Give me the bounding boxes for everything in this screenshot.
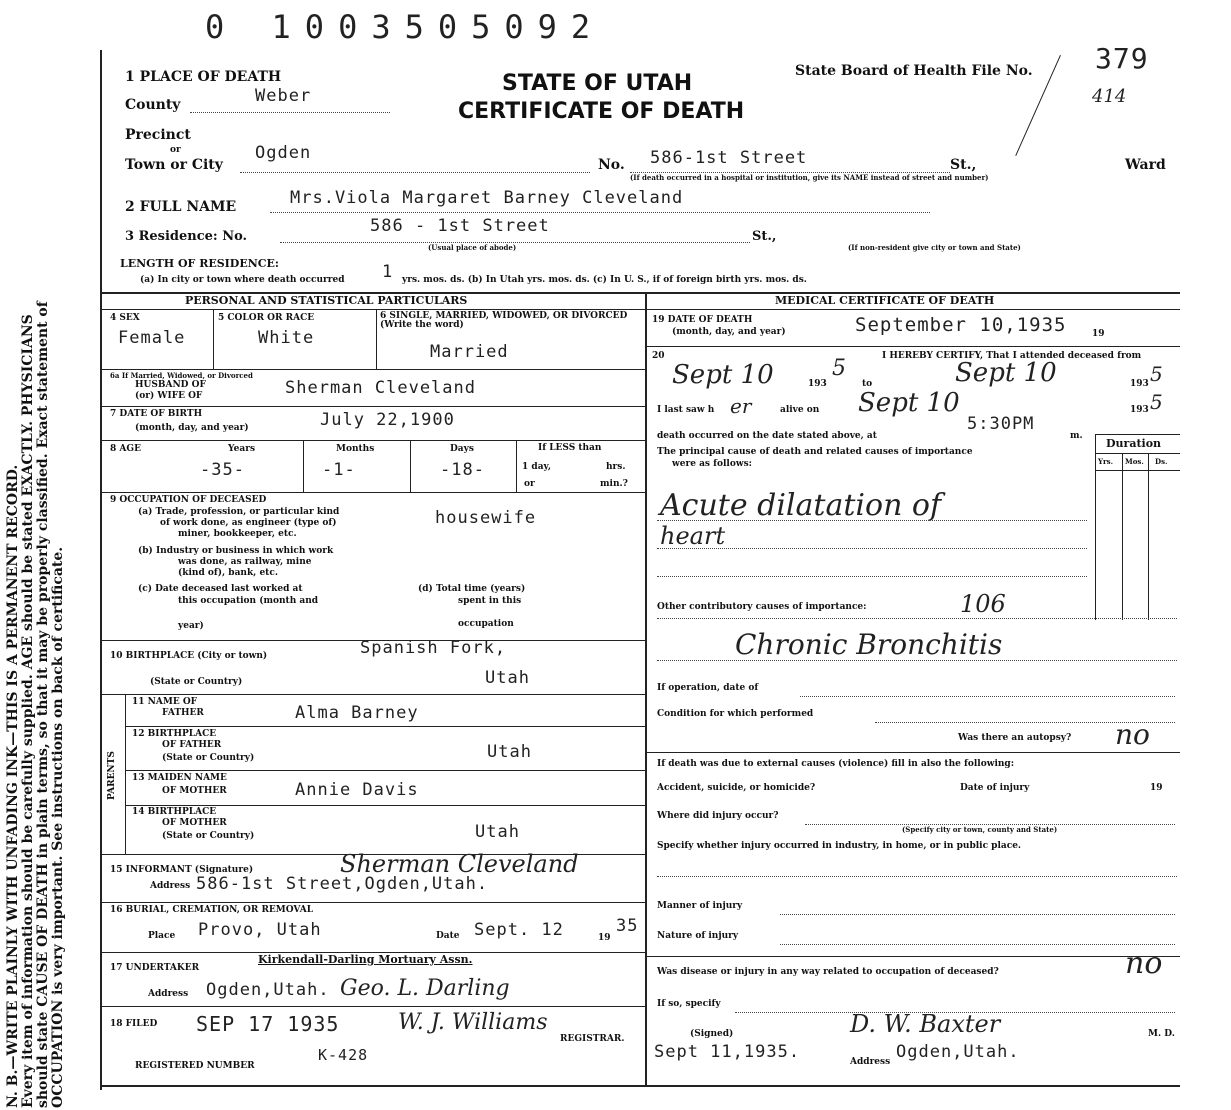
other-hand-num: 106 [960, 590, 1006, 618]
length-residence-label: LENGTH OF RESIDENCE: [120, 257, 279, 270]
nonresident-note: (If non-resident give city or town and State) [848, 243, 1021, 252]
father-label-2: FATHER [162, 708, 204, 718]
if-so-label: If so, specify [657, 999, 721, 1009]
other-hand: Chronic Bronchitis [735, 628, 1003, 661]
age-divider-2 [410, 440, 411, 492]
birthplace-state: Utah [485, 668, 530, 688]
row-line-13 [100, 1006, 645, 1007]
nature-label: Nature of injury [657, 931, 739, 941]
undertaker-address-label: Address [148, 989, 189, 999]
specify-line [657, 876, 1177, 877]
age-label: 8 AGE [110, 444, 141, 454]
related-hand: no [1125, 946, 1163, 981]
cause-hand-1: Acute dilatation of [660, 488, 942, 523]
sign-date: Sept 11,1935. [654, 1042, 801, 1062]
cause-text-2: were as follows: [672, 459, 752, 469]
manner-label: Manner of injury [657, 901, 743, 911]
burial-place: Provo, Utah [198, 920, 322, 940]
marital-label: 6 SINGLE, MARRIED, WIDOWED, OR DIVORCED (Write the word) [380, 311, 628, 331]
side-line-4: OCCUPATION is very important. See instructions on back of certificate. [50, 546, 66, 1108]
right-row-line-3 [645, 956, 1180, 957]
cause-line-2 [657, 548, 1087, 549]
occupation-b: (b) Industry or business in which work [138, 546, 334, 556]
operation-label: If operation, date of [657, 683, 759, 693]
street-value: 586-1st Street [650, 148, 808, 168]
occupation-a3: miner, bookkeeper, etc. [178, 529, 297, 539]
right-row-line-2 [645, 752, 1180, 753]
age-divider-1 [303, 440, 304, 492]
no-label: No. [598, 157, 625, 173]
length-rest: yrs. mos. ds. (b) In Utah yrs. mos. ds. (c) In U. S., if of foreign birth yrs. mos. ds. [402, 275, 807, 285]
age-or-label: or [524, 479, 535, 489]
specify-label: Specify whether injury occurred in industry, in home, or in public place. [657, 841, 1022, 851]
color-divider [376, 309, 377, 369]
undertaker-label: 17 UNDERTAKER [110, 963, 200, 973]
md-label: M. D. [1148, 1029, 1175, 1039]
autopsy-label: Was there an autopsy? [958, 733, 1072, 743]
marital-value: Married [430, 342, 509, 362]
informant-address: 586-1st Street,Ogden,Utah. [196, 874, 489, 894]
signed-label: (Signed) [690, 1029, 734, 1039]
father-birth-label-2: OF FATHER [162, 740, 222, 750]
birthplace-label: 10 BIRTHPLACE (City or town) [110, 651, 268, 661]
condition-label: Condition for which performed [657, 709, 814, 719]
age-months-label: Months [336, 444, 375, 454]
other-line-2 [657, 660, 1177, 661]
parents-divider [125, 694, 126, 854]
occupation-d3: occupation [458, 619, 514, 629]
sex-divider [213, 309, 214, 369]
age-divider-3 [516, 440, 517, 492]
external-label: If death was due to external causes (violence) fill in also the following: [657, 759, 1015, 769]
sign-address-label: Address [850, 1057, 891, 1067]
father-label-1: 11 NAME OF [132, 697, 198, 707]
town-label: Town or City [125, 157, 223, 173]
undertaker-address: Ogden,Utah. [206, 980, 330, 1000]
right-row-line-1 [645, 346, 1180, 347]
row-line-7 [125, 726, 645, 727]
full-name-line [270, 212, 930, 213]
signed-hand: D. W. Baxter [850, 1010, 1001, 1038]
certify-text: I HEREBY CERTIFY, That I attended deceased from [882, 351, 1142, 361]
mother-label-1: 13 MAIDEN NAME [132, 773, 227, 783]
birthplace-state-label: (State or Country) [150, 677, 243, 687]
row-line-6 [100, 694, 645, 695]
file-no-printed: 379 [1095, 42, 1149, 75]
residence-label: 3 Residence: No. [125, 229, 248, 244]
last-saw-date: Sept 10 [858, 388, 960, 418]
mother-label-2: OF MOTHER [162, 786, 227, 796]
side-line-2: Every item of information should be carefully supplied. AGE should be stated EXACTLY. PHYSICIANS [20, 314, 36, 1108]
cause-line-3 [657, 576, 1087, 577]
duration-box-left [1095, 434, 1096, 620]
county-label: County [125, 97, 181, 113]
m-label: m. [1070, 431, 1083, 441]
undertaker-signature: Geo. L. Darling [340, 976, 510, 1001]
reg-number-value: K-428 [318, 1046, 369, 1064]
age-years-label: Years [228, 444, 256, 454]
row-line-8 [125, 770, 645, 771]
row-line-11 [100, 902, 645, 903]
duration-yrs: Yrs. [1098, 457, 1114, 466]
length-city-label: (a) In city or town where death occurred [140, 275, 345, 285]
town-value: Ogden [255, 143, 312, 163]
where-label: Where did injury occur? [657, 811, 779, 821]
injury-year: 19 [1150, 783, 1163, 793]
title-state: STATE OF UTAH [502, 71, 693, 96]
mother-birth-label-3: (State or Country) [162, 831, 255, 841]
hospital-note: (If death occurred in a hospital or institution, give its NAME instead of street and number) [630, 173, 989, 182]
death-date-year: 19 [1092, 329, 1105, 339]
duration-ds: Ds. [1155, 457, 1168, 466]
informant-address-label: Address [150, 881, 191, 891]
certify-to-label: to [862, 379, 873, 389]
medical-header: MEDICAL CERTIFICATE OF DEATH [775, 294, 995, 307]
spouse-label-1: 6a If Married, Widowed, or Divorced [110, 371, 253, 380]
mother-value: Annie Davis [295, 780, 419, 800]
manner-line [780, 914, 1175, 915]
nature-line [780, 944, 1175, 945]
informant-label: 15 INFORMANT (Signature) [110, 865, 254, 875]
certify-from-date: Sept 10 [672, 360, 774, 390]
death-date-label-2: (month, day, and year) [672, 327, 786, 337]
other-causes-label: Other contributory causes of importance: [657, 602, 867, 612]
full-name-label: 2 FULL NAME [125, 199, 237, 215]
burial-label: 16 BURIAL, CREMATION, OR REMOVAL [110, 905, 314, 915]
death-time: 5:30PM [967, 414, 1035, 434]
row-line-4 [100, 492, 645, 493]
father-birth-label-1: 12 BIRTHPLACE [132, 729, 217, 739]
mother-birth-value: Utah [475, 822, 520, 842]
title-certificate: CERTIFICATE OF DEATH [458, 99, 745, 124]
age-days-label: Days [450, 444, 474, 454]
occupation-d: (d) Total time (years) [418, 584, 526, 594]
death-date-value: September 10,1935 [855, 314, 1067, 336]
certify-to-date: Sept 10 [955, 358, 1057, 388]
occupation-b3: (kind of), bank, etc. [178, 568, 278, 578]
burial-year-prefix: 19 [598, 933, 611, 943]
occupation-d2: spent in this [458, 596, 522, 606]
other-line-1 [657, 618, 1177, 619]
file-no-label: State Board of Health File No. [795, 63, 1033, 79]
burial-year: 35 [616, 916, 639, 936]
town-line [240, 172, 590, 173]
side-instructions [6, 58, 66, 1108]
row-line-3 [100, 440, 645, 441]
burial-date-label: Date [436, 931, 460, 941]
age-min-label: min.? [600, 479, 628, 489]
precinct-label: Precinct [125, 127, 191, 143]
sex-label: 4 SEX [110, 313, 140, 323]
center-divider [645, 292, 647, 1087]
burial-place-label: Place [148, 931, 176, 941]
residence-value: 586 - 1st Street [370, 216, 550, 236]
side-line-3: should state CAUSE OF DEATH in plain terms, so that it may be properly classified. Exact statement of [35, 301, 51, 1108]
autopsy-hand: no [1115, 718, 1150, 751]
birth-label-1: 7 DATE OF BIRTH [110, 409, 203, 419]
mother-birth-label-1: 14 BIRTHPLACE [132, 807, 217, 817]
birth-label-2: (month, day, and year) [135, 423, 249, 433]
color-value: White [258, 328, 315, 348]
full-name-value: Mrs.Viola Margaret Barney Cleveland [290, 188, 684, 208]
operation-line [800, 696, 1175, 697]
left-border [100, 50, 102, 1090]
reg-number-label: REGISTERED NUMBER [135, 1061, 255, 1071]
age-months: -1- [322, 460, 356, 480]
last-saw-1: I last saw h [657, 405, 715, 415]
parents-label: PARENTS [107, 751, 117, 800]
duration-col-2 [1148, 453, 1149, 620]
st-label: St., [950, 157, 977, 173]
row-line-9 [125, 805, 645, 806]
occupation-value: housewife [435, 508, 537, 528]
related-label: Was disease or injury in any way related to occupation of deceased? [657, 967, 999, 977]
occupation-label: 9 OCCUPATION OF DECEASED [110, 495, 267, 505]
occupation-c3: year) [178, 621, 204, 631]
spouse-label-2: HUSBAND OF [135, 380, 206, 390]
last-saw-hand: er [730, 394, 752, 418]
usual-abode-note: (Usual place of abode) [428, 243, 517, 252]
cause-text-1: The principal cause of death and related causes of importance [657, 447, 973, 457]
injury-date-label: Date of injury [960, 783, 1030, 793]
file-no-handwritten: 414 [1092, 86, 1127, 107]
informant-signature: Sherman Cleveland [340, 850, 579, 878]
mother-birth-label-2: OF MOTHER [162, 818, 227, 828]
occupation-c2: this occupation (month and [178, 596, 319, 606]
county-value: Weber [255, 86, 312, 106]
duration-col-1 [1122, 453, 1123, 620]
father-value: Alma Barney [295, 703, 419, 723]
undertaker-value: Kirkendall-Darling Mortuary Assn. [258, 953, 473, 966]
certify-to-year: 193 [1130, 379, 1149, 389]
occupation-a: (a) Trade, profession, or particular kind [138, 507, 340, 517]
registrar-label: REGISTRAR. [560, 1034, 625, 1044]
row-line-2 [100, 406, 645, 407]
place-of-death-label: 1 PLACE OF DEATH [125, 69, 282, 85]
bottom-border [100, 1085, 1180, 1087]
filed-label: 18 FILED [110, 1019, 158, 1029]
father-birth-label-3: (State or Country) [162, 753, 255, 763]
certify-from-digit: 5 [832, 356, 846, 381]
occurred-text: death occurred on the date stated above, at [657, 431, 877, 441]
age-day-label: 1 day, [522, 462, 552, 472]
color-label: 5 COLOR OR RACE [218, 313, 315, 323]
age-hrs-label: hrs. [606, 462, 626, 472]
side-line-1: N. B.—WRITE PLAINLY WITH UNFADING INK—THIS IS A PERMANENT RECORD. [5, 464, 21, 1108]
sign-address: Ogden,Utah. [896, 1042, 1020, 1062]
where-note: (Specify city or town, county and State) [902, 825, 1058, 834]
spouse-label-3: (or) WIFE OF [135, 391, 203, 401]
serial-number: 0 1003505092 [205, 8, 605, 46]
cause-hand-2: heart [660, 522, 726, 550]
length-years: 1 [382, 262, 394, 282]
duration-label: Duration [1106, 437, 1162, 450]
duration-sep-2 [1095, 470, 1180, 471]
cause-line-1 [657, 520, 1087, 521]
row-line-1 [100, 369, 645, 370]
age-less-label: If LESS than [538, 443, 602, 453]
header-underline [100, 309, 1180, 310]
county-line [190, 112, 390, 113]
sex-value: Female [118, 328, 186, 348]
last-saw-year: 193 [1130, 405, 1149, 415]
spouse-value: Sherman Cleveland [285, 378, 476, 398]
or-label: or [170, 145, 181, 155]
registrar-signature: W. J. Williams [398, 1010, 548, 1035]
occupation-a2: of work done, as engineer (type of) [160, 518, 337, 528]
last-saw-2: alive on [780, 405, 820, 415]
residence-st-label: St., [752, 229, 777, 244]
duration-box-top [1095, 434, 1180, 435]
birthplace-city: Spanish Fork, [360, 638, 507, 658]
duration-mos: Mos. [1125, 457, 1144, 466]
duration-sep [1095, 453, 1180, 454]
birth-value: July 22,1900 [320, 410, 455, 430]
age-years: -35- [200, 460, 245, 480]
certify-from-year: 193 [808, 379, 827, 389]
death-date-label-1: 19 DATE OF DEATH [652, 315, 753, 325]
certify-num: 20 [652, 351, 665, 361]
age-days: -18- [440, 460, 485, 480]
burial-date: Sept. 12 [474, 920, 564, 940]
occupation-c: (c) Date deceased last worked at [138, 584, 303, 594]
ward-label: Ward [1125, 157, 1166, 173]
filed-value: SEP 17 1935 [196, 1012, 340, 1036]
father-birth-value: Utah [487, 742, 532, 762]
certify-to-digit: 5 [1150, 362, 1163, 386]
personal-header: PERSONAL AND STATISTICAL PARTICULARS [185, 294, 468, 307]
occupation-b2: was done, as railway, mine [178, 557, 312, 567]
last-saw-digit: 5 [1150, 390, 1163, 414]
accident-label: Accident, suicide, or homicide? [657, 783, 816, 793]
